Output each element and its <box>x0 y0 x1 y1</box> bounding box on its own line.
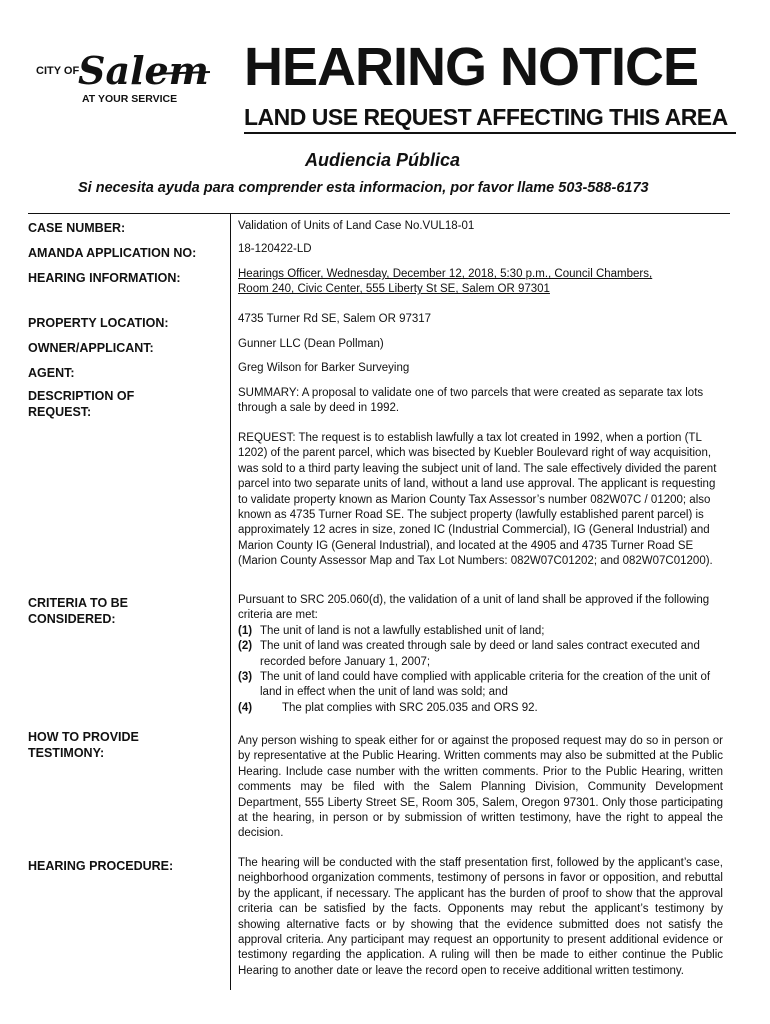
procedure-value: The hearing will be conducted with the staff presentation first, followed by the applicant’s case, neighborhood organization comments, testimony of persons in favor or opposition, and rebuttal by the applicant, if necessary. The applicant has the burden of proof to show that the approval criteria can be satisfied by the facts. Opponents may rebut the applicant’s testimony by showing alternative facts or by showing that the evidence submitted does not satisfy the approval criteria. Any participant may request an opportunity to present additional evidence or testimony regarding the application. A ruling will then be made to either continue the Public Hearing to another date or leave the record open to receive additional written testimony. <box>238 857 723 977</box>
logo-city-of-text: CITY OF <box>36 65 80 77</box>
procedure-label: HEARING PROCEDURE: <box>28 859 174 873</box>
criteria-item: (2) The unit of land was created through sale by deed or land sales contract executed and recorded before January 1, 2007; <box>238 640 700 668</box>
description-label: DESCRIPTION OF REQUEST: <box>28 389 135 419</box>
help-line: Si necesita ayuda para comprender esta informacion, por favor llame 503-588-6173 <box>78 180 649 196</box>
city-of-salem-logo <box>30 44 220 114</box>
criteria-item: (4) The plat complies with SRC 205.035 and ORS 92. <box>238 701 538 714</box>
hearing-info-label: HEARING INFORMATION: <box>28 271 181 285</box>
case-number-label: CASE NUMBER: <box>28 221 126 235</box>
property-location-value: 4735 Turner Rd SE, Salem OR 97317 <box>238 313 432 325</box>
testimony-value: Any person wishing to speak either for or against the proposed request may do so in person or by representative at the Public Hearing. Written comments may also be submitted at the Public Hearing. Include case number with the written comments. Prior to the Public Hearing, written comments may be filed with the Salem Planning Division, Community Development Department, 555 Liberty Street SE, Room 305, Salem, Oregon 97301. Only those participating at the hearing, in person or by submission of written testimony, have the right to appeal the decision. <box>238 735 723 840</box>
criteria-intro: Pursuant to SRC 205.060(d), the validation of a unit of land shall be approved if the following criteria are met: <box>238 594 710 622</box>
spanish-title: Audiencia Pública <box>305 150 461 170</box>
owner-value: Gunner LLC (Dean Pollman) <box>238 338 384 350</box>
amanda-label: AMANDA APPLICATION NO: <box>28 246 197 260</box>
criteria-label: CRITERIA TO BE CONSIDERED: <box>28 596 129 626</box>
hearing-info-value[interactable] <box>238 267 723 298</box>
page-subtitle: LAND USE REQUEST AFFECTING THIS AREA <box>244 104 728 130</box>
logo-salem-text: Salem <box>78 48 209 93</box>
criteria-block <box>238 593 723 716</box>
hearing-info-line-2: Room 240, Civic Center, 555 Liberty St SE, Salem OR 97301 <box>238 283 550 296</box>
logo-tagline-text: AT YOUR SERVICE <box>82 93 178 105</box>
criteria-item: (3) The unit of land could have complied with applicable criteria for the creation of the unit of land in effect when the unit of land was sold; and <box>238 671 711 699</box>
hearing-info-line-1: Hearings Officer, Wednesday, December 12, 2018, 5:30 p.m., Council Chambers, <box>238 268 653 280</box>
description-request: REQUEST: The request is to establish lawfully a tax lot created in 1992, when a portion (TL 1202) of the parent parcel, which was bisected by Kuebler Boulevard right of way acquisition, was sold to a third party leaving the subject unit of land. The sale effectively divided the parent parcel into two separate units of land, without a land use approval. The applicant is requesting to validate property known as Marion County Tax Assessor’s number 082W07C / 01200; also known as 4735 Turner Road SE. The subject property (lawfully established parent parcel) is approximately 12 acres in size, zoned IC (Industrial Commercial), IG (General Industrial) and Marion County IG (General Industrial), and located at the 4905 and 4735 Turner Road SE (Marion County Assessor Map and Tax Lot Numbers: 082W07C01202; and 082W07C01200). <box>238 432 717 568</box>
table-top-rule <box>28 213 730 214</box>
description-summary: SUMMARY: A proposal to validate one of two parcels that were created as separate tax lots through a sale by deed in 1992. <box>238 387 704 415</box>
testimony-label: HOW TO PROVIDE TESTIMONY: <box>28 730 139 760</box>
agent-label: AGENT: <box>28 366 75 380</box>
table-column-divider <box>230 213 231 990</box>
owner-label: OWNER/APPLICANT: <box>28 341 154 355</box>
amanda-value: 18-120422-LD <box>238 243 312 255</box>
case-number-value: Validation of Units of Land Case No.VUL18-01 <box>238 220 475 232</box>
page-title: HEARING NOTICE <box>244 37 699 97</box>
agent-value: Greg Wilson for Barker Surveying <box>238 362 410 374</box>
property-location-label: PROPERTY LOCATION: <box>28 316 169 330</box>
criteria-item: (1) The unit of land is not a lawfully established unit of land; <box>238 624 545 637</box>
title-rule <box>244 132 736 134</box>
